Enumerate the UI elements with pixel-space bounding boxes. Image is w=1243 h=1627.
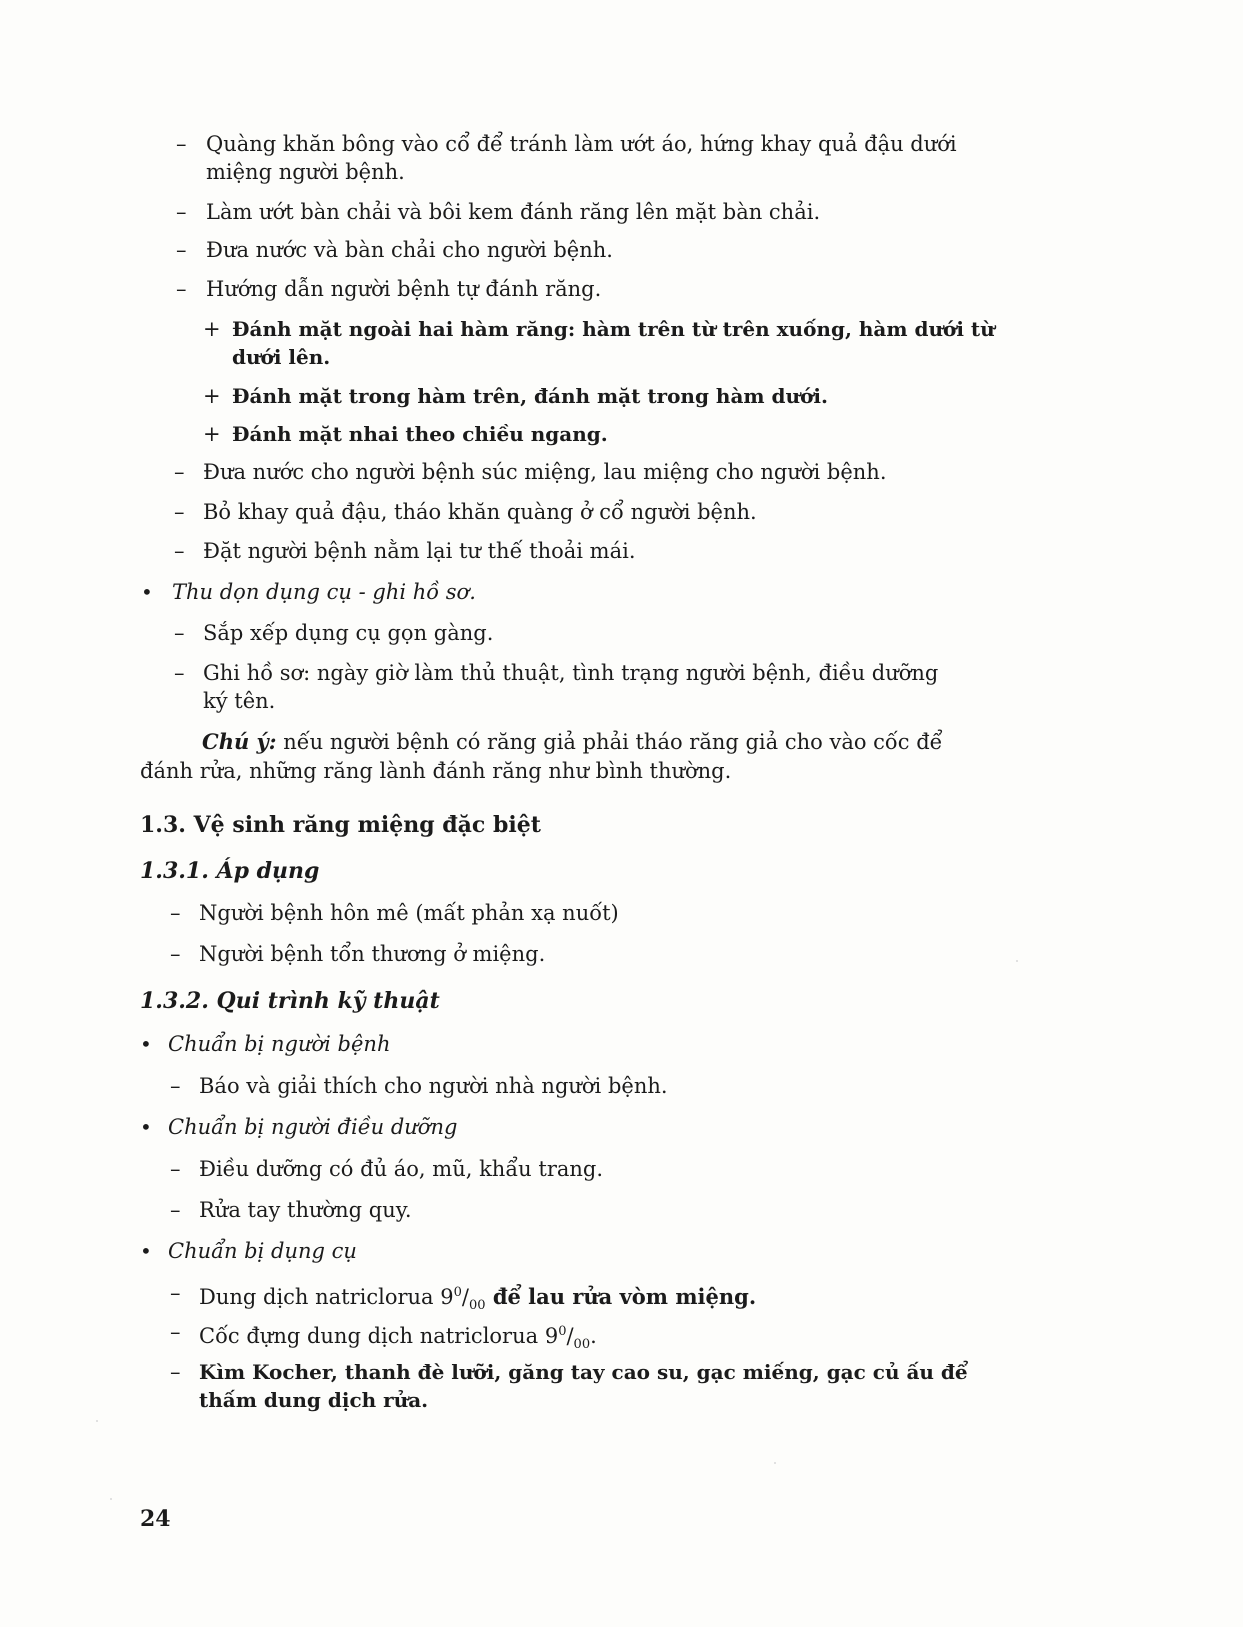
list-item-text: Đánh mặt trong hàm trên, đánh mặt trong hàm dưới. (232, 384, 828, 408)
list-item-text: ký tên. (203, 689, 276, 713)
dash-marker: – (176, 277, 187, 301)
plus-marker: + (203, 384, 221, 408)
text-part: Dung dịch natriclorua 9 (199, 1285, 454, 1309)
list-item-text: Báo và giải thích cho người nhà người bệnh. (199, 1074, 668, 1098)
list-item-text: dưới lên. (232, 345, 331, 369)
list-item-text: Bỏ khay quả đậu, tháo khăn quàng ở cổ người bệnh. (203, 500, 757, 524)
list-item-text: Đưa nước cho người bệnh súc miệng, lau miệng cho người bệnh. (203, 460, 887, 484)
list-item-text: Người bệnh hôn mê (mất phản xạ nuốt) (199, 901, 619, 925)
section-label: Thu dọn dụng cụ - ghi hồ sơ. (172, 580, 476, 604)
list-item-text: Quàng khăn bông vào cổ để tránh làm ướt áo, hứng khay quả đậu dưới (206, 132, 957, 156)
dash-marker: – (176, 200, 187, 224)
subsection-heading: 1.3.1. Áp dụng (140, 858, 320, 884)
page-number: 24 (140, 1506, 171, 1532)
list-item-text: Đưa nước và bàn chải cho người bệnh. (206, 238, 613, 262)
dash-marker: – (176, 132, 187, 156)
text-part: 0 (453, 1285, 462, 1300)
note-text: nếu người bệnh có răng giả phải tháo răng giả cho vào cốc để (283, 730, 943, 754)
dash-marker: – (174, 500, 185, 524)
scan-speck (774, 1462, 776, 1464)
list-item-text: Đánh mặt ngoài hai hàm răng: hàm trên từ trên xuống, hàm dưới từ (232, 317, 995, 341)
dash-marker: – (170, 901, 181, 925)
text-part: . (590, 1324, 597, 1348)
list-item-text: Kìm Kocher, thanh đè lưỡi, găng tay cao su, gạc miếng, gạc củ ấu để (199, 1360, 968, 1384)
scan-speck (110, 1498, 112, 1500)
text-part: / (461, 1285, 469, 1309)
plus-marker: + (203, 317, 221, 341)
text-part: Cốc đựng dung dịch natriclorua 9 (199, 1324, 559, 1348)
bullet-marker: • (140, 1239, 152, 1263)
dash-marker: – (174, 539, 185, 563)
list-item-text: Đặt người bệnh nằm lại tư thế thoải mái. (203, 539, 636, 563)
text-part: để lau rửa vòm miệng. (485, 1284, 757, 1309)
list-item-text: Ghi hồ sơ: ngày giờ làm thủ thuật, tình trạng người bệnh, điều dưỡng (203, 661, 939, 685)
section-label: Chuẩn bị người bệnh (168, 1032, 391, 1056)
section-label: Chuẩn bị dụng cụ (168, 1239, 357, 1263)
list-item-text (199, 1279, 756, 1320)
dash-marker: – (170, 1320, 181, 1344)
list-item-text: Điều dưỡng có đủ áo, mũ, khẩu trang. (199, 1157, 604, 1181)
subsection-heading: 1.3.2. Qui trình kỹ thuật (140, 988, 440, 1014)
plus-marker: + (203, 422, 221, 446)
dash-marker: – (170, 1074, 181, 1098)
dash-marker: – (170, 1157, 181, 1181)
list-item-text: miệng người bệnh. (206, 160, 405, 184)
text-part: 00 (573, 1337, 591, 1353)
list-item-text (199, 1318, 597, 1359)
list-item-text: thấm dung dịch rửa. (199, 1388, 429, 1412)
dash-marker: – (170, 1281, 181, 1305)
bullet-marker: • (140, 1115, 152, 1139)
dash-marker: – (170, 942, 181, 966)
section-label: Chuẩn bị người điều dưỡng (168, 1115, 458, 1139)
dash-marker: – (170, 1360, 181, 1384)
list-item-text: Hướng dẫn người bệnh tự đánh răng. (206, 277, 602, 301)
dash-marker: – (170, 1198, 181, 1222)
section-heading: 1.3. Vệ sinh răng miệng đặc biệt (140, 812, 541, 838)
list-item-text: Đánh mặt nhai theo chiều ngang. (232, 422, 608, 446)
bullet-marker: • (141, 580, 153, 604)
scan-speck (1016, 960, 1018, 962)
list-item-text: Rửa tay thường quy. (199, 1198, 412, 1222)
dash-marker: – (174, 460, 185, 484)
text-part: / (566, 1324, 574, 1348)
text-part: 00 (468, 1298, 486, 1314)
note-label: Chú ý: (202, 729, 277, 754)
bullet-marker: • (140, 1032, 152, 1056)
list-item-text: Làm ướt bàn chải và bôi kem đánh răng lên mặt bàn chải. (206, 200, 821, 224)
list-item-text: Người bệnh tổn thương ở miệng. (199, 942, 546, 966)
note-paragraph (202, 728, 943, 756)
dash-marker: – (174, 621, 185, 645)
list-item-text: Sắp xếp dụng cụ gọn gàng. (203, 621, 494, 645)
dash-marker: – (174, 661, 185, 685)
dash-marker: – (176, 238, 187, 262)
note-text-continued: đánh rửa, những răng lành đánh răng như bình thường. (140, 759, 732, 783)
scan-speck (96, 1420, 98, 1422)
text-part: 0 (558, 1324, 567, 1339)
